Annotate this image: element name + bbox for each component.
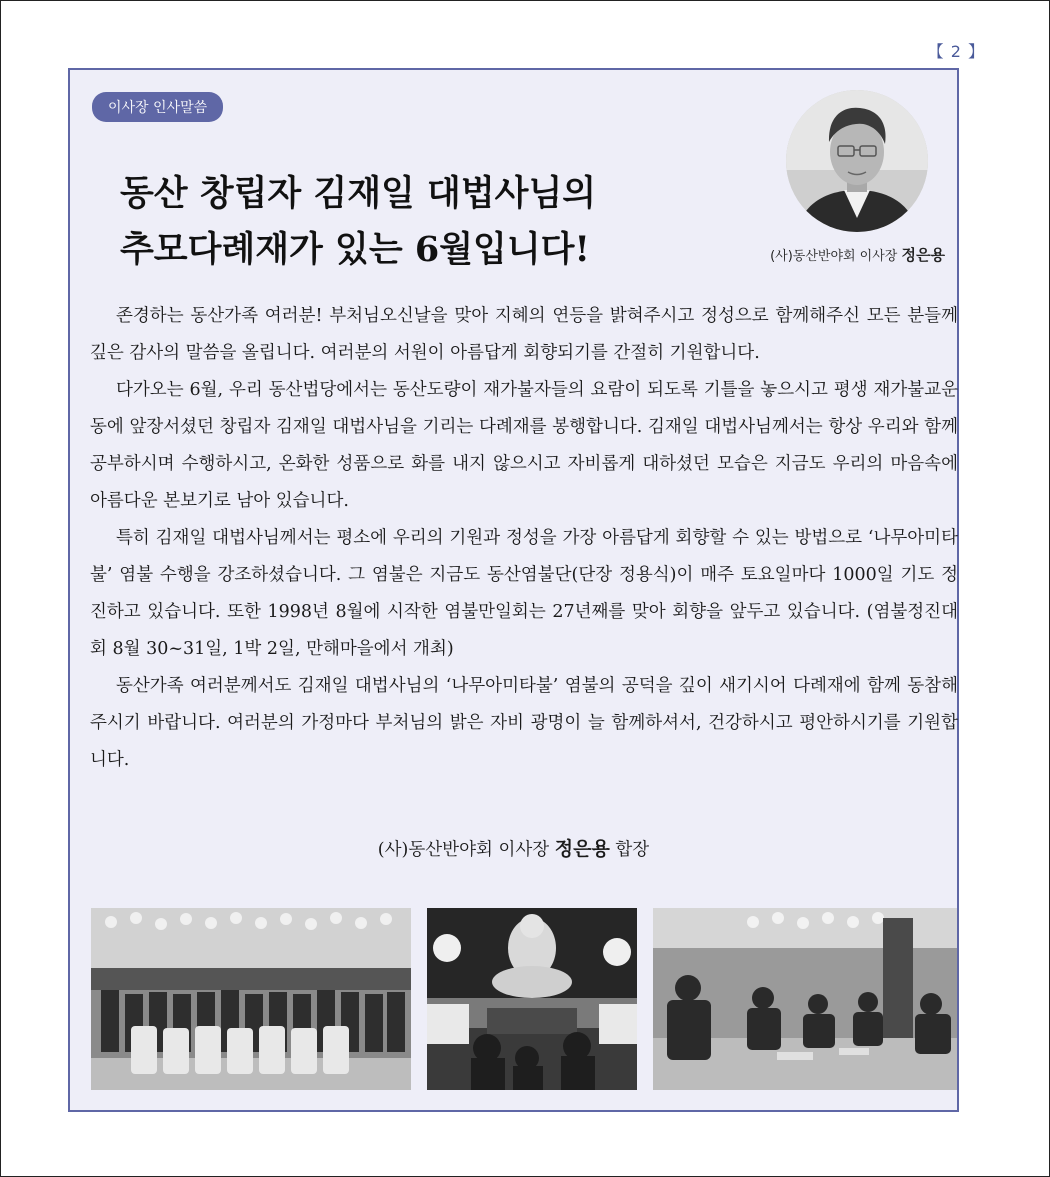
caption-org: (사)동산반야회 이사장 [770,249,898,264]
signature-org: (사)동산반야회 이사장 [377,840,550,860]
portrait-caption [770,244,945,265]
page-number: 【 2 】 [927,42,985,61]
signature-suffix: 합장 [615,840,650,860]
chairman-portrait [786,90,928,232]
paragraph: 동산가족 여러분께서도 김재일 대법사님의 ‘나무아미타불’ 염불의 공덕을 깊이 새기시어 다례재에 함께 동참해주시기 바랍니다. 여러분의 가정마다 부처님의 밝은 자비 광명이 늘 함께하셔서, 건강하시고 평안하시기를 기원합니다. [90,676,958,770]
signature-name: 정은용 [554,838,610,860]
article-body [90,298,958,779]
article-panel [68,68,959,1112]
section-badge: 이사장 인사말씀 [92,92,223,122]
signature [70,834,957,861]
article-title [120,166,720,278]
altar-ceremony-photo [427,908,637,1090]
paragraph: 특히 김재일 대법사님께서는 평소에 우리의 기원과 정성을 가장 아름답게 회향할 수 있는 방법으로 ‘나무아미타불’ 염불 수행을 강조하셨습니다. 그 염불은 지금도 동산염불단(단장 정용식)이 매주 토요일마다 1000일 기도 정진하고 있습니다. 또한 1998년 8월에 시작한 염불만일회는 27년째를 맞아 회향을 앞두고 있습니다. (염불정진대회 8월 30~31일, 1박 2일, 만해마을에서 개최) [90,528,958,659]
caption-name: 정은용 [901,246,945,264]
paragraph: 다가오는 6월, 우리 동산법당에서는 동산도량이 재가불자들의 요람이 되도록 기틀을 놓으시고 평생 재가불교운동에 앞장서셨던 창립자 김재일 대법사님을 기리는 다례재를 봉행합니다. 김재일 대법사님께서는 항상 우리와 함께 공부하시며 수행하시고, 온화한 성품으로 화를 내지 않으시고 자비롭게 대하셨던 모습은 지금도 우리의 마음속에 아름다운 본보기로 남아 있습니다. [90,380,958,511]
title-line-1: 동산 창립자 김재일 대법사님의 [120,173,597,214]
paragraph: 존경하는 동산가족 여러분! 부처님오신날을 맞아 지혜의 연등을 밝혀주시고 정성으로 함께해주신 모든 분들께 깊은 감사의 말씀을 올립니다. 여러분의 서원이 아름답게 회향되기를 간절히 기원합니다. [90,306,958,363]
title-line-2: 추모다례재가 있는 6월입니다! [120,229,590,270]
group-photo [91,908,411,1090]
chanting-practice-photo [653,908,957,1090]
